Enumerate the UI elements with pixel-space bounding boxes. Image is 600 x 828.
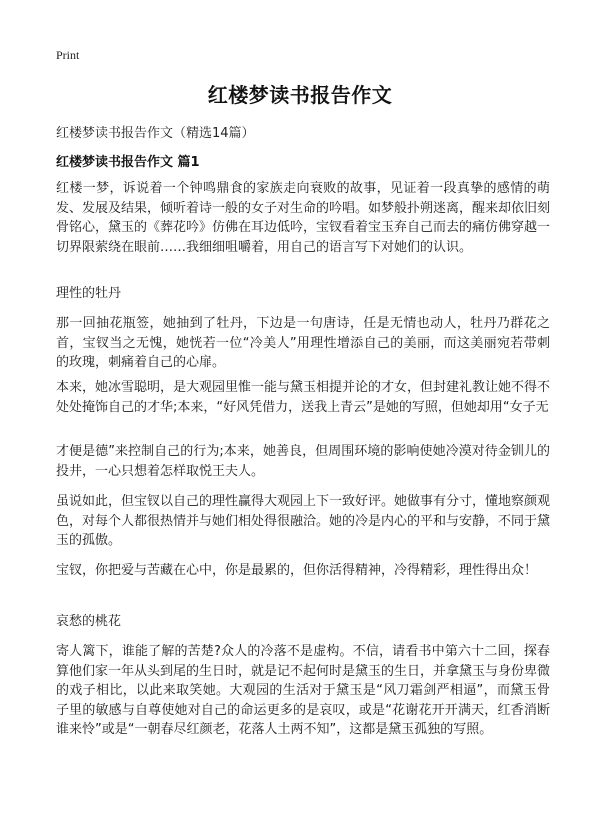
- article-heading: 红楼梦读书报告作文 篇1: [56, 155, 200, 170]
- paragraph-peony-1: 那一回抽花瓶签，她抽到了牡丹，下边是一句唐诗，任是无情也动人，牡丹乃群花之首，宝钗当之无愧，她恍若一位“冷美人”用理性增添自己的美丽，而这美丽宛若带刺的玫瑰，刺痛着自己的心扉。: [56, 316, 550, 370]
- paragraph-peach-1: 寄人篱下，谁能了解的苦楚?众人的冷落不是虚构。不信，请看书中第六十二回，探春算他们家一年从头到尾的生日时，就是记不起何时是黛玉的生日，并拿黛玉与身份卑微的戏子相比，以此来取笑她。大观园的生活对于黛玉是“风刀霜剑严相逼”，而黛玉骨子里的敏感与自尊使她对自己的命运更多的是哀叹，或是“花谢花开开满天，红香消断谁来怜”或是“一朝春尽红颜老，花落人土两不知”，这都是黛玉孤独的写照。: [56, 644, 551, 737]
- section-title-peach: 哀愁的桃花: [56, 614, 122, 629]
- intro-paragraph: 红楼一梦，诉说着一个钟鸣鼎食的家族走向衰败的故事，见证着一段真挚的感情的萌发、发展及结果，倾听着诗一般的女子对生命的吟唱。如梦般扑朔迷离，醒来却依旧刻骨铭心，黛玉的《葬花吟》仿佛在耳边低吟，宝钗看着宝玉弃自己而去的痛仿佛穿越一切界限萦绕在眼前……我细细咀嚼着，用自己的语言写下对她们的认识。: [56, 181, 551, 255]
- document-title: 红楼梦读书报告作文: [207, 83, 393, 107]
- paragraph-peony-2: 本来，她冰雪聪明，是大观园里惟一能与黛玉相提并论的才女，但封建礼教让她不得不处处掩饰自己的才华;本来，“好风凭借力，送我上青云”是她的写照，但她却用“女子无: [56, 380, 551, 415]
- paragraph-peony-4: 虽说如此，但宝钗以自己的理性赢得大观园上下一致好评。她做事有分寸，懂地察颜观色，对每个人都很热情并与她们相处得很融洽。她的冷是内心的平和与安静，不同于黛玉的孤傲。: [56, 494, 551, 548]
- paragraph-peony-5: 宝钗，你把爱与苦藏在心中，你是最累的，但你活得精神，冷得精彩，理性得出众！: [56, 563, 538, 578]
- document-subtitle: 红楼梦读书报告作文（精选14篇）: [56, 126, 255, 141]
- print-label: Print: [56, 48, 80, 62]
- section-title-peony: 理性的牡丹: [56, 286, 122, 301]
- paragraph-peony-3: 才便是德”来控制自己的行为;本来，她善良，但周围环境的影响使她冷漠对待金钏儿的投井，一心只想着怎样取悦王夫人。: [56, 444, 550, 479]
